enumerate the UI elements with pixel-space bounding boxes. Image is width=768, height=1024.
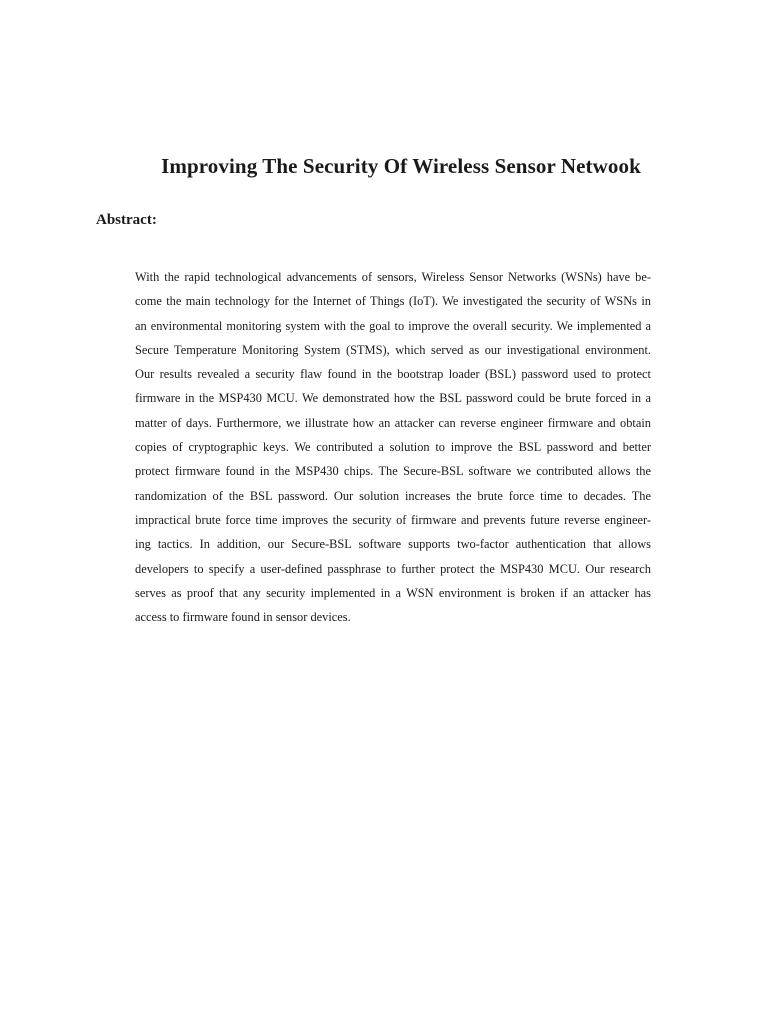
abstract-line: access to firmware found in sensor devices. — [135, 610, 351, 625]
abstract-body — [135, 265, 651, 629]
abstract-line: copies of cryptographic keys. We contributed a solution to improve the BSL password and better — [135, 440, 651, 455]
abstract-line: serves as proof that any security implemented in a WSN environment is broken if an attacker has — [135, 585, 651, 600]
abstract-line: ing tactics. In addition, our Secure-BSL software supports two-factor authentication that allows — [135, 537, 651, 552]
abstract-line: With the rapid technological advancements of sensors, Wireless Sensor Networks (WSNs) have be- — [135, 270, 651, 284]
abstract-line: impractical brute force time improves the security of firmware and prevents future reverse engineer- — [135, 512, 651, 527]
abstract-line: come the main technology for the Internet of Things (IoT). We investigated the security of WSNs in — [135, 294, 651, 309]
abstract-line: protect firmware found in the MSP430 chips. The Secure-BSL software we contributed allows the — [135, 464, 651, 479]
abstract-line: firmware in the MSP430 MCU. We demonstrated how the BSL password could be brute forced in a — [135, 391, 651, 406]
abstract-line: developers to specify a user-defined passphrase to further protect the MSP430 MCU. Our research — [135, 561, 651, 576]
abstract-line: Our results revealed a security flaw found in the bootstrap loader (BSL) password used to protect — [135, 367, 651, 382]
abstract-line: an environmental monitoring system with the goal to improve the overall security. We implemented a — [135, 318, 651, 333]
paper-title: Improving The Security Of Wireless Sensor Netwook — [161, 154, 641, 178]
abstract-line: Secure Temperature Monitoring System (STMS), which served as our investigational environment. — [135, 342, 651, 357]
abstract-heading: Abstract: — [96, 212, 157, 228]
abstract-line: matter of days. Furthermore, we illustrate how an attacker can reverse engineer firmware and obtain — [135, 415, 651, 430]
abstract-line: randomization of the BSL password. Our solution increases the brute force time to decades. The — [135, 488, 651, 503]
